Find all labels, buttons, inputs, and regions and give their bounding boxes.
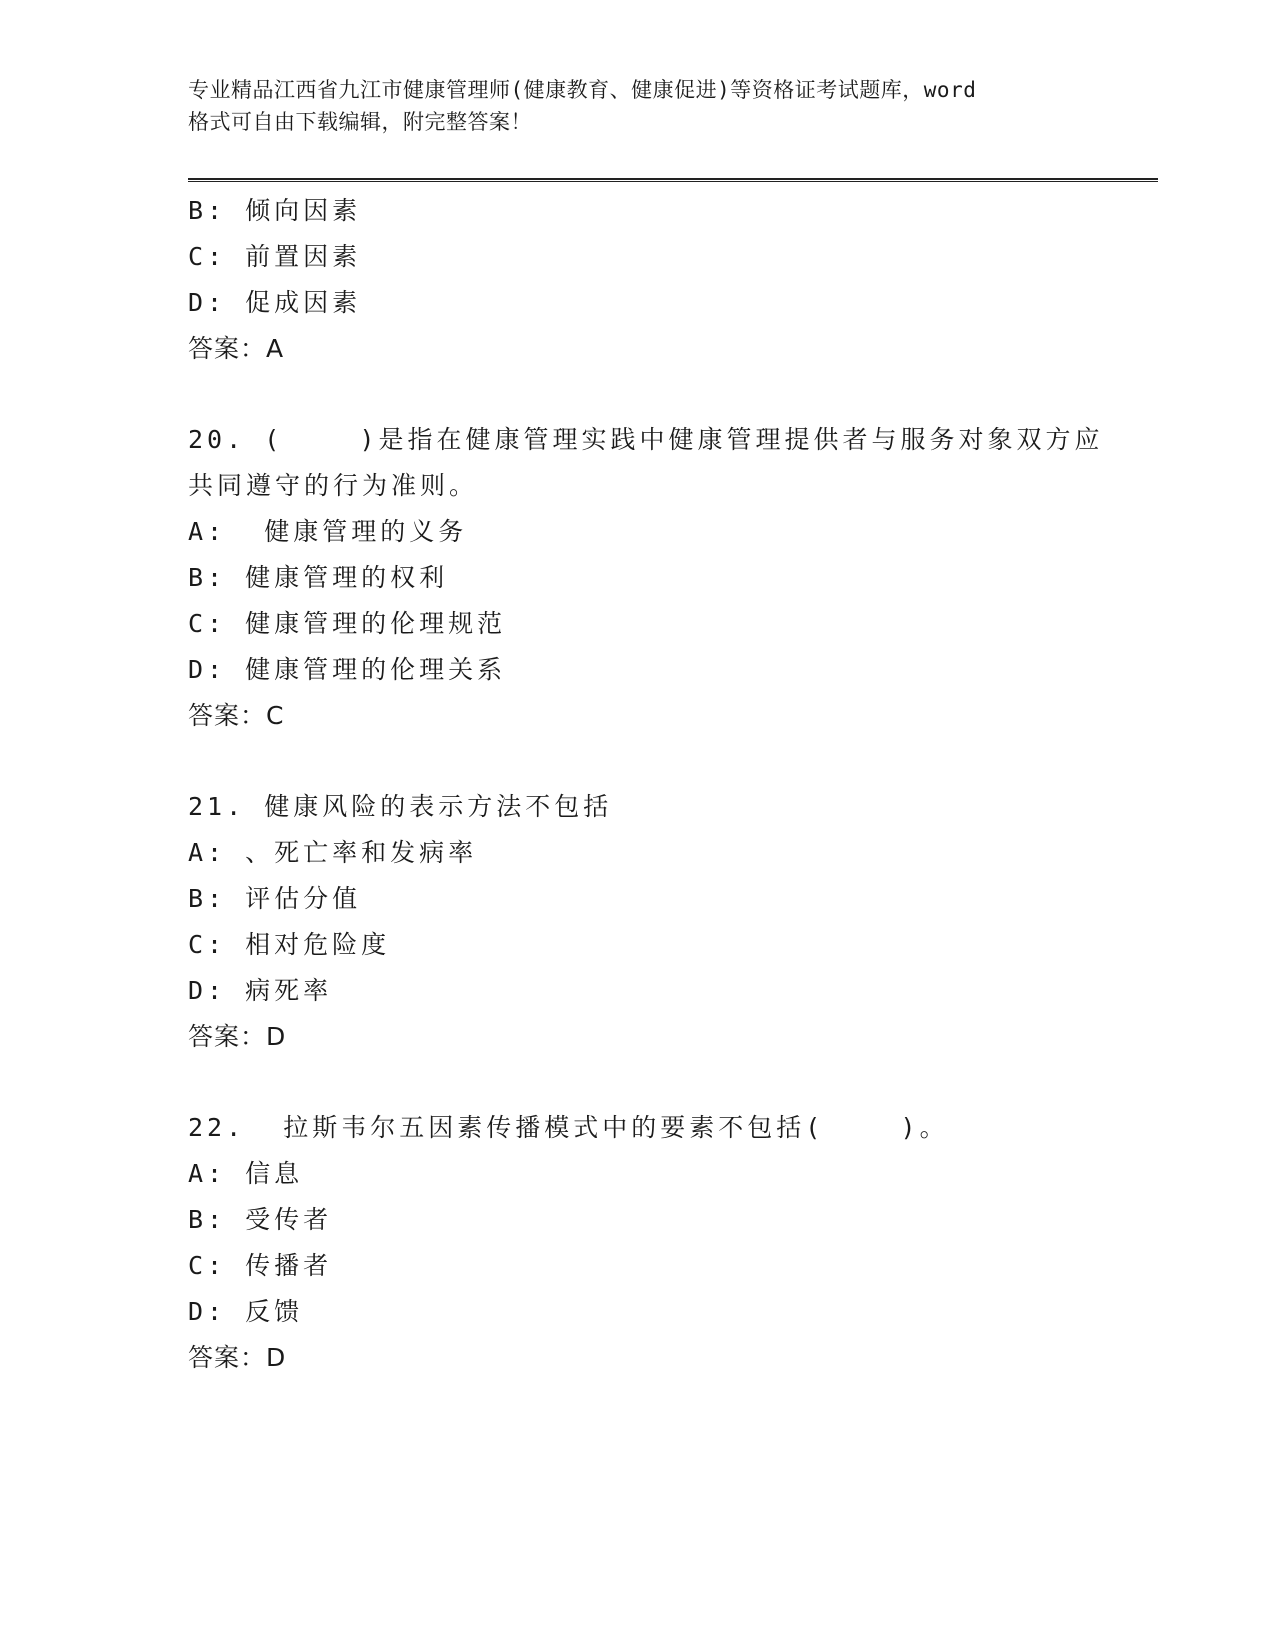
question-19-tail <box>188 188 1088 372</box>
q22-stem: 22. 拉斯韦尔五因素传播模式中的要素不包括( )。 <box>188 1113 949 1142</box>
q19-option-c: C: 前置因素 <box>188 242 362 271</box>
q20-option-b: B: 健康管理的权利 <box>188 563 449 592</box>
q19-answer: 答案：A <box>188 334 285 363</box>
q21-option-d: D: 病死率 <box>188 976 333 1005</box>
q20-stem-line-1: 20. ( )是指在健康管理实践中健康管理提供者与服务对象双方应 <box>188 425 1104 454</box>
q22-option-d: D: 反馈 <box>188 1297 304 1326</box>
header-divider <box>188 178 1158 182</box>
q20-option-d: D: 健康管理的伦理关系 <box>188 655 507 684</box>
spacer <box>188 372 1088 417</box>
question-20 <box>188 417 1104 739</box>
question-list <box>188 188 1104 1381</box>
header-line-1: 专业精品江西省九江市健康管理师(健康教育、健康促进)等资格证考试题库，word <box>188 78 977 102</box>
spacer <box>188 1060 1088 1105</box>
q22-answer: 答案：D <box>188 1343 287 1372</box>
q22-option-b: B: 受传者 <box>188 1205 333 1234</box>
q21-answer: 答案：D <box>188 1022 287 1051</box>
question-21 <box>188 784 1088 1060</box>
q21-option-b: B: 评估分值 <box>188 884 362 913</box>
q20-stem-line-2: 共同遵守的行为准则。 <box>188 471 479 500</box>
q21-option-a: A: 、死亡率和发病率 <box>188 838 478 867</box>
q21-stem: 21. 健康风险的表示方法不包括 <box>188 792 613 821</box>
q19-option-d: D: 促成因素 <box>188 288 362 317</box>
question-22 <box>188 1105 1088 1381</box>
q22-option-c: C: 传播者 <box>188 1251 333 1280</box>
spacer <box>188 739 1088 784</box>
q19-option-b: B: 倾向因素 <box>188 196 362 225</box>
document-header <box>188 74 1088 138</box>
q22-option-a: A: 信息 <box>188 1159 304 1188</box>
q20-answer: 答案：C <box>188 701 285 730</box>
q20-option-c: C: 健康管理的伦理规范 <box>188 609 507 638</box>
q21-option-c: C: 相对危险度 <box>188 930 391 959</box>
header-line-2: 格式可自由下载编辑，附完整答案！ <box>188 110 532 134</box>
q20-option-a: A: 健康管理的义务 <box>188 517 468 546</box>
